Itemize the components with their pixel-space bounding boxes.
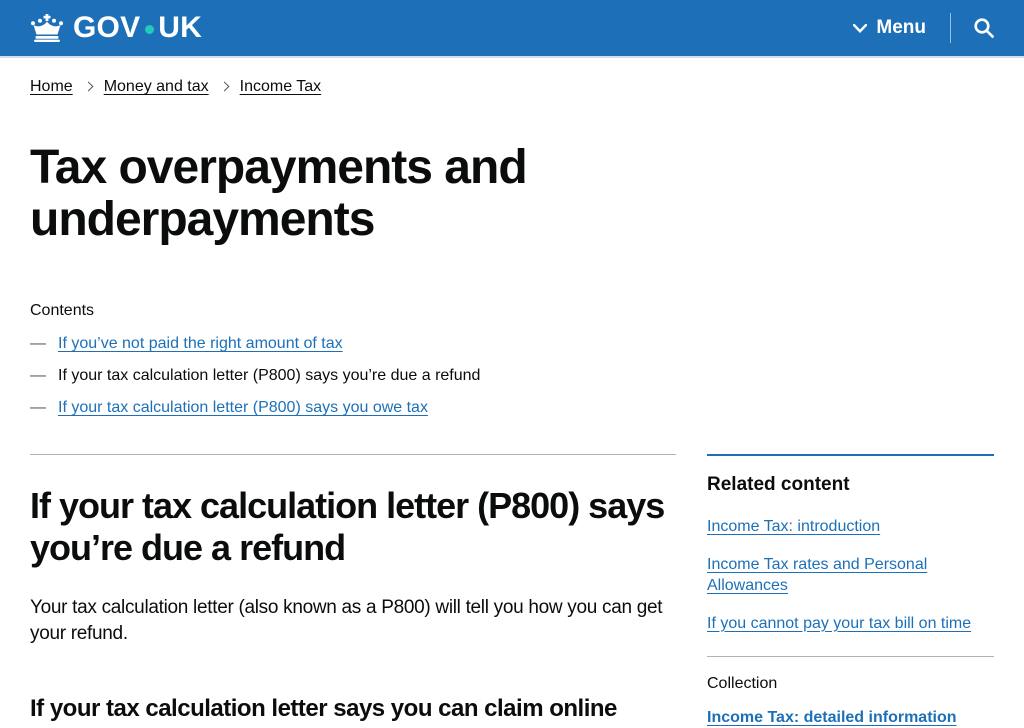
logo-text bbox=[73, 11, 202, 45]
govuk-logo[interactable] bbox=[30, 11, 202, 45]
breadcrumb-money-and-tax[interactable]: Money and tax bbox=[103, 78, 209, 95]
section-heading: If your tax calculation letter (P800) says you’re due a refund bbox=[30, 484, 665, 568]
contents-item-current-page: If your tax calculation letter (P800) says you’re due a refund bbox=[58, 367, 481, 385]
contents-item bbox=[30, 366, 994, 385]
contents-dash: — bbox=[30, 335, 46, 352]
list-item bbox=[707, 554, 994, 596]
chevron-right-icon bbox=[83, 82, 93, 92]
contents-item bbox=[30, 398, 994, 417]
section-paragraph: Your tax calculation letter (also known as a P800) will tell you how you can get your refund. bbox=[30, 596, 663, 644]
crown-icon bbox=[30, 14, 64, 42]
subsection-heading: If your tax calculation letter says you can claim online bbox=[30, 694, 617, 722]
sidebar-divider bbox=[707, 656, 994, 657]
related-link-income-tax-introduction[interactable]: Income Tax: introduction bbox=[707, 517, 881, 535]
related-content-sidebar bbox=[707, 454, 994, 728]
logo-dot bbox=[145, 25, 154, 34]
header-divider bbox=[950, 13, 951, 43]
page-title: Tax overpayments and underpayments bbox=[30, 141, 527, 246]
contents-link-not-paid-right-amount[interactable]: If you’ve not paid the right amount of tax bbox=[58, 335, 343, 352]
related-link-cannot-pay-tax-bill[interactable]: If you cannot pay your tax bill on time bbox=[707, 614, 972, 632]
related-links-list bbox=[707, 516, 994, 634]
collection-link-income-tax-detailed[interactable]: Income Tax: detailed information bbox=[707, 708, 957, 726]
main-content bbox=[0, 142, 1024, 728]
collection-label: Collection bbox=[707, 674, 778, 692]
breadcrumb-income-tax[interactable]: Income Tax bbox=[239, 78, 322, 95]
chevron-down-icon bbox=[853, 24, 867, 33]
chevron-right-icon bbox=[219, 82, 229, 92]
article-column bbox=[30, 454, 676, 728]
list-item bbox=[707, 516, 994, 537]
site-header bbox=[0, 0, 1024, 58]
header-actions bbox=[853, 13, 996, 43]
contents-item bbox=[30, 334, 994, 353]
contents-list bbox=[30, 302, 994, 418]
search-button[interactable] bbox=[972, 16, 996, 40]
related-link-income-tax-rates[interactable]: Income Tax rates and Personal Allowances bbox=[707, 555, 928, 594]
logo-gov: GOV bbox=[73, 11, 141, 44]
related-content-heading: Related content bbox=[707, 473, 850, 495]
logo-uk: UK bbox=[158, 11, 203, 44]
list-item bbox=[707, 613, 994, 634]
contents-dash: — bbox=[30, 367, 46, 385]
breadcrumb-home[interactable]: Home bbox=[30, 78, 73, 95]
content-columns bbox=[0, 454, 1024, 728]
breadcrumb bbox=[30, 78, 994, 96]
menu-label: Menu bbox=[876, 17, 926, 38]
contents-label: Contents bbox=[30, 302, 95, 319]
search-icon bbox=[972, 16, 996, 40]
contents-link-owe-tax[interactable]: If your tax calculation letter (P800) says you owe tax bbox=[58, 399, 428, 417]
menu-button[interactable] bbox=[853, 17, 926, 39]
contents-dash: — bbox=[30, 399, 46, 417]
